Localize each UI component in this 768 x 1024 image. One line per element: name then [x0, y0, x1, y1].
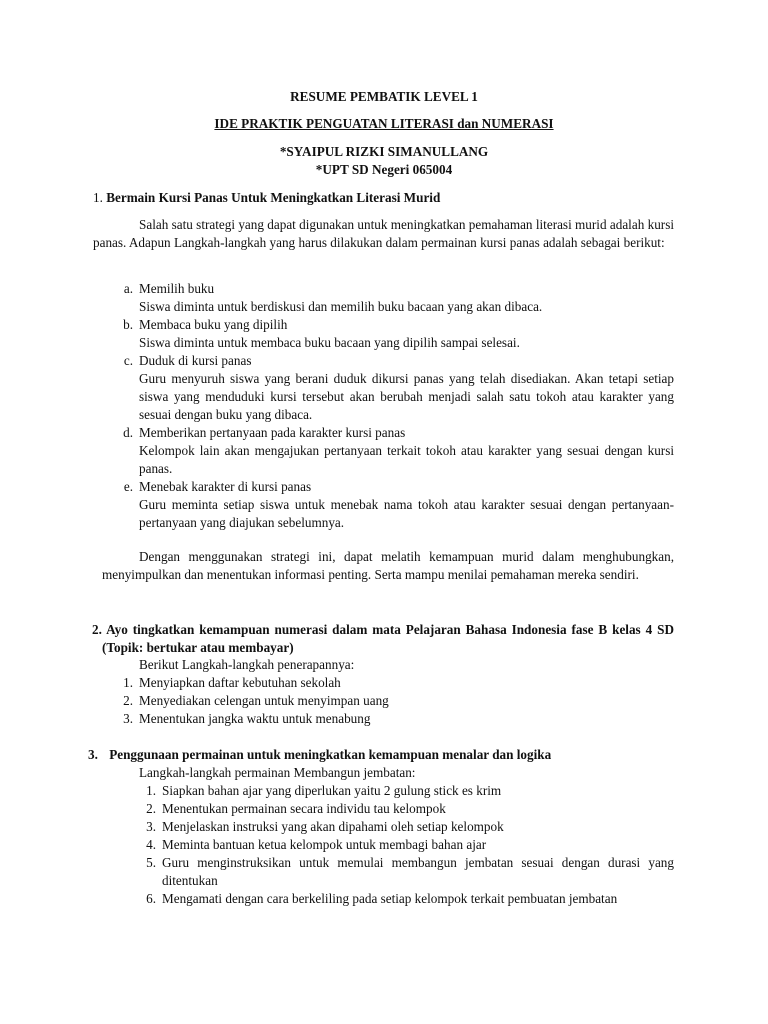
- item-desc: Siswa diminta untuk berdiskusi dan memilih buku bacaan yang akan dibaca.: [139, 299, 543, 314]
- list-marker: e.: [123, 479, 133, 494]
- list-marker: c.: [123, 353, 133, 368]
- list-marker: 2.: [123, 693, 133, 708]
- section1-list: [123, 280, 674, 532]
- list-marker: 5.: [146, 855, 156, 870]
- section1-heading: [93, 189, 683, 207]
- item-title: Membaca buku yang dipilih: [139, 317, 288, 332]
- list-marker: 6.: [146, 891, 156, 906]
- list-marker: 1.: [123, 675, 133, 690]
- item-title: Menebak karakter di kursi panas: [139, 479, 312, 494]
- section1-intro: Salah satu strategi yang dapat digunakan untuk meningkatkan pemahaman literasi murid adalah kursi panas. Adapun Langkah-langkah yang harus dilakukan dalam permainan kursi panas adalah sebagai berikut:: [93, 217, 674, 250]
- item-title: Memberikan pertanyaan pada karakter kursi panas: [139, 425, 406, 440]
- list-item: [146, 782, 674, 800]
- item-text: Menyediakan celengan untuk menyimpan uang: [139, 693, 389, 708]
- author-name: *SYAIPUL RIZKI SIMANULLANG: [279, 144, 489, 159]
- list-item: [146, 818, 674, 836]
- item-text: Menyiapkan daftar kebutuhan sekolah: [139, 675, 341, 690]
- list-item: [123, 478, 674, 532]
- section3-number: 3.: [88, 747, 98, 762]
- list-item: [146, 854, 674, 890]
- list-item: [146, 890, 674, 908]
- section2-intro: Berikut Langkah-langkah penerapannya:: [139, 657, 355, 672]
- list-marker: 1.: [146, 783, 156, 798]
- list-marker: 3.: [146, 819, 156, 834]
- item-text: Menjelaskan instruksi yang akan dipahami oleh setiap kelompok: [162, 819, 504, 834]
- list-item: [146, 836, 674, 854]
- section3-list: [146, 782, 674, 908]
- item-desc: Guru menyuruh siswa yang berani duduk dikursi panas yang telah disediakan. Akan tetapi setiap siswa yang menduduki kursi tersebut akan berubah menjadi salah satu tokoh atau karakter yang sesuai dengan buku yang dibaca.: [139, 371, 674, 422]
- section3-intro: Langkah-langkah permainan Membangun jembatan:: [139, 765, 416, 780]
- list-marker: d.: [123, 425, 133, 440]
- list-item: [123, 352, 674, 424]
- item-text: Mengamati dengan cara berkeliling pada setiap kelompok terkait pembuatan jembatan: [162, 891, 618, 906]
- list-item: [123, 674, 674, 692]
- item-text: Siapkan bahan ajar yang diperlukan yaitu 2 gulung stick es krim: [162, 783, 502, 798]
- item-text: Guru menginstruksikan untuk memulai membangun jembatan sesuai dengan durasi yang ditentukan: [162, 855, 674, 888]
- list-marker: 3.: [123, 711, 133, 726]
- school-name: *UPT SD Negeri 065004: [315, 162, 453, 177]
- item-desc: Kelompok lain akan mengajukan pertanyaan terkait tokoh atau karakter yang sesuai dengan kursi panas.: [139, 443, 674, 476]
- list-item: [123, 692, 674, 710]
- list-item: [123, 280, 674, 316]
- item-text: Menentukan permainan secara individu tau kelompok: [162, 801, 446, 816]
- list-marker: 2.: [146, 801, 156, 816]
- item-desc: Guru meminta setiap siswa untuk menebak nama tokoh atau karakter sesuai dengan pertanyaan-pertanyaan yang diajukan sebelumnya.: [139, 497, 674, 530]
- section1-title: Bermain Kursi Panas Untuk Meningkatkan Literasi Murid: [106, 190, 441, 205]
- list-item: [123, 710, 674, 728]
- item-text: Menentukan jangka waktu untuk menabung: [139, 711, 371, 726]
- list-item: [123, 424, 674, 478]
- section1-closing: Dengan menggunakan strategi ini, dapat melatih kemampuan murid dalam menghubungkan, menyimpulkan dan menentukan informasi penting. Serta mampu menilai pemahaman mereka sendiri.: [102, 549, 674, 582]
- section2-title: 2. Ayo tingkatkan kemampuan numerasi dalam mata Pelajaran Bahasa Indonesia fase B kelas 4 SD (Topik: bertukar atau membayar): [92, 622, 674, 655]
- item-title: Duduk di kursi panas: [139, 353, 252, 368]
- section1-number: 1.: [93, 190, 103, 205]
- section3-heading: [88, 746, 688, 764]
- list-marker: a.: [123, 281, 133, 296]
- section2-list: [123, 674, 674, 728]
- document-title: RESUME PEMBATIK LEVEL 1: [290, 89, 478, 104]
- list-item: [123, 316, 674, 352]
- list-item: [146, 800, 674, 818]
- list-marker: 4.: [146, 837, 156, 852]
- item-text: Meminta bantuan ketua kelompok untuk membagi bahan ajar: [162, 837, 487, 852]
- subtitle-text: IDE PRAKTIK PENGUATAN LITERASI dan NUMERASI: [214, 116, 554, 131]
- list-marker: b.: [123, 317, 133, 332]
- item-desc: Siswa diminta untuk membaca buku bacaan yang dipilih sampai selesai.: [139, 335, 520, 350]
- section3-title: Penggunaan permainan untuk meningkatkan kemampuan menalar dan logika: [109, 747, 552, 762]
- document-subtitle: [0, 115, 768, 133]
- item-title: Memilih buku: [139, 281, 215, 296]
